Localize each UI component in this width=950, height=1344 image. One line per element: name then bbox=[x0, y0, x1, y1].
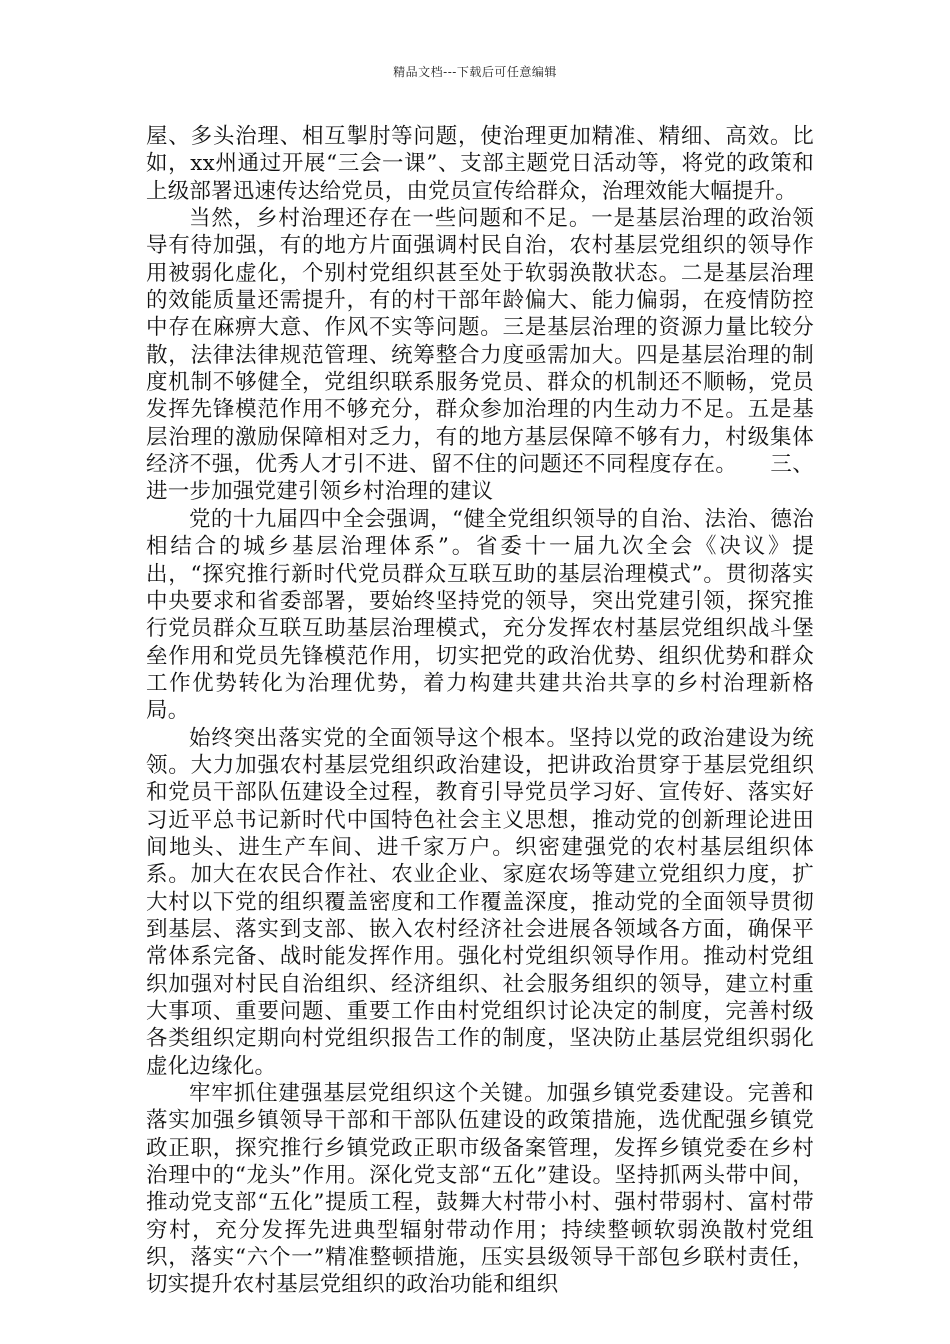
paragraph-3: 党的十九届四中全会强调，“健全党组织领导的自治、法治、德治相结合的城乡基层治理体系”。省委十一届九次全会《决议》提出，“探究推行新时代党员群众互联互助的基层治理模式”。贯彻落实中央要求和省委部署，要始终坚持党的领导，突出党建引领，探究推行党员群众互联互助基层治理模式，充分发挥农村基层党组织战斗堡垒作用和党员先锋模范作用，切实把党的政治优势、组织优势和群众工作优势转化为治理优势，着力构建共建共治共享的乡村治理新格局。 bbox=[146, 506, 814, 724]
paragraph-2: 当然，乡村治理还存在一些问题和不足。一是基层治理的政治领导有待加强，有的地方片面强调村民自治，农村基层党组织的领导作用被弱化虚化，个别村党组织甚至处于软弱涣散状态。二是基层治理的效能质量还需提升，有的村干部年龄偏大、能力偏弱，在疫情防控中存在麻痹大意、作风不实等问题。三是基层治理的资源力量比较分散，法律法律规范管理、统筹整合力度亟需加大。四是基层治理的制度机制不够健全，党组织联系服务党员、群众的机制还不顺畅，党员发挥先锋模范作用不够充分，群众参加治理的内生动力不足。五是基层治理的激励保障相对乏力，有的地方基层保障不够有力，村级集体经济不强，优秀人才引不进、留不住的问题还不同程度存在。 三、进一步加强党建引领乡村治理的建议 bbox=[146, 206, 814, 505]
paragraph-4: 始终突出落实党的全面领导这个根本。坚持以党的政治建设为统领。大力加强农村基层党组织政治建设，把讲政治贯穿于基层党组织和党员干部队伍建设全过程，教育引导党员学习好、宣传好、落实好习近平总书记新时代中国特色社会主义思想，推动党的创新理论进田间地头、进生产车间、进千家万户。织密建强党的农村基层组织体系。加大在农民合作社、农业企业、家庭农场等建立党组织力度，扩大村以下党的组织覆盖密度和工作覆盖深度，推动党的全面领导贯彻到基层、落实到支部、嵌入农村经济社会进展各领域各方面，确保平常体系完备、战时能发挥作用。强化村党组织领导作用。推动村党组织加强对村民自治组织、经济组织、社会服务组织的领导，建立村重大事项、重要问题、重要工作由村党组织讨论决定的制度，完善村级各类组织定期向村党组织报告工作的制度，坚决防止基层党组织弱化虚化边缘化。 bbox=[146, 725, 814, 1079]
page-header: 精品文档---下载后可任意编辑 bbox=[393, 65, 557, 79]
paragraph-1: 屋、多头治理、相互掣肘等问题，使治理更加精准、精细、高效。比如，xx州通过开展“三会一课”、支部主题党日活动等，将党的政策和上级部署迅速传达给党员，由党员宣传给群众，治理效能大幅提升。 bbox=[146, 124, 814, 204]
paragraph-5: 牢牢抓住建强基层党组织这个关键。加强乡镇党委建设。完善和落实加强乡镇领导干部和干部队伍建设的政策措施，选优配强乡镇党政正职，探究推行乡镇党政正职市级备案管理，发挥乡镇党委在乡村治理中的“龙头”作用。深化党支部“五化”建设。坚持抓两头带中间，推动党支部“五化”提质工程，鼓舞大村带小村、强村带弱村、富村带穷村，充分发挥先进典型辐射带动作用；持续整顿软弱涣散村党组织，落实“六个一”精准整顿措施，压实县级领导干部包乡联村责任，切实提升农村基层党组织的政治功能和组织 bbox=[146, 1081, 814, 1298]
document-body bbox=[146, 123, 814, 1299]
